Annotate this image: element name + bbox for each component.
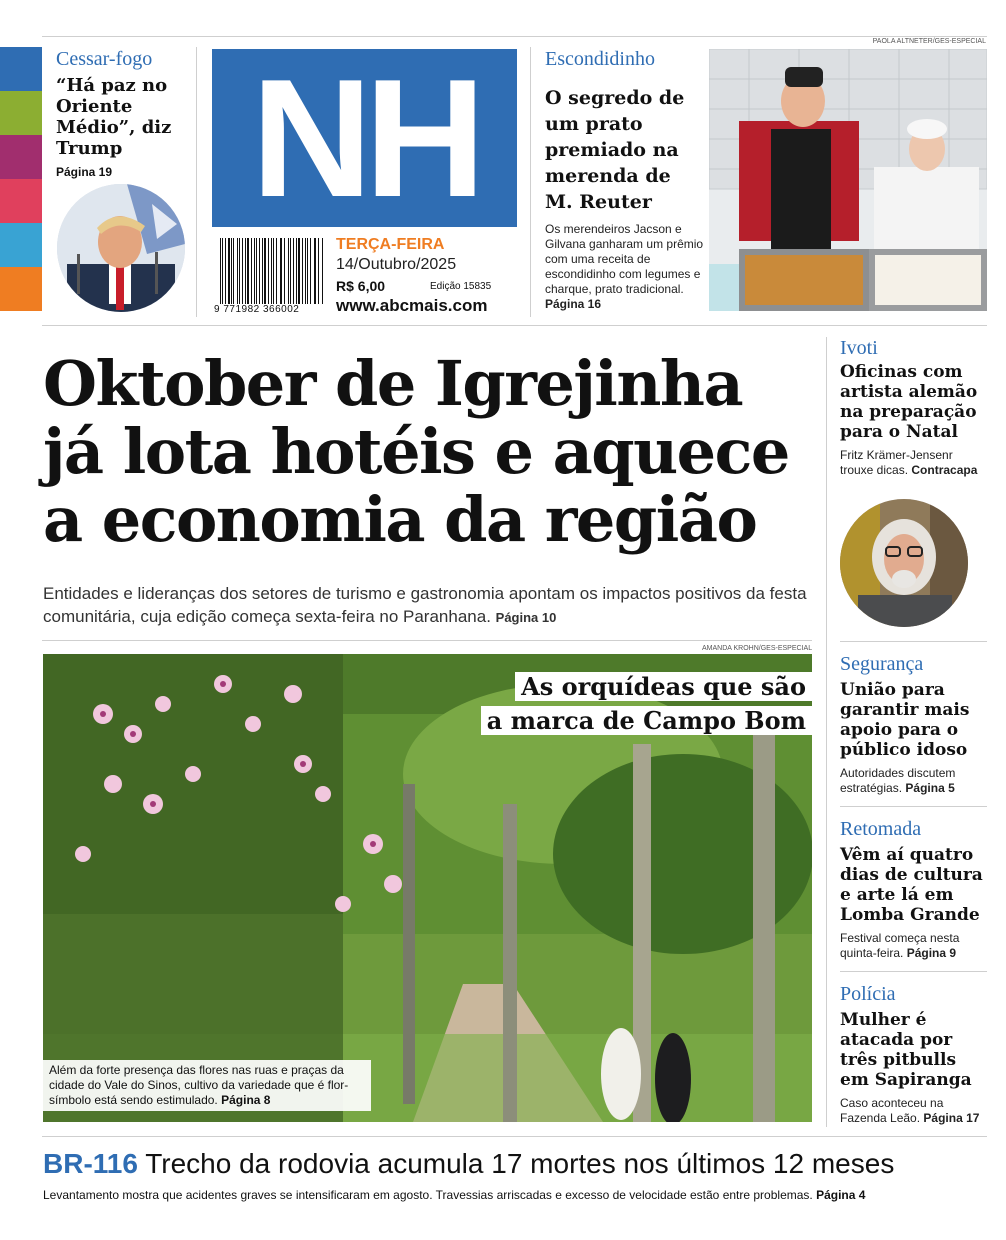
color-stripe-blue (0, 47, 42, 91)
barcode-bar (315, 238, 316, 304)
barcode-bar (251, 238, 252, 304)
photo-credit-orchid: AMANDA KROHN/GES-ESPECIAL (702, 645, 813, 652)
color-stripe-orange (0, 267, 42, 311)
sidebar-rule (840, 971, 987, 972)
sidebar-text (840, 766, 988, 796)
sidebar-kicker: Retomada (840, 818, 922, 840)
nh-logo[interactable]: NH (212, 49, 517, 227)
sidebar-kicker: Ivoti (840, 337, 878, 359)
barcode-bar (220, 238, 221, 304)
escondidinho-text (545, 222, 705, 312)
barcode-bar (298, 238, 299, 304)
barcode-bar (273, 238, 274, 304)
barcode-bar (222, 238, 223, 304)
barcode-number: 9 771982 366002 (214, 304, 300, 315)
cessar-fogo-headline[interactable]: “Há paz no Oriente Médio”, diz Trump (56, 75, 172, 159)
cooks-illustration (709, 49, 987, 311)
barcode-bar (284, 238, 285, 304)
barcode-bar (271, 238, 272, 304)
barcode-bar (233, 238, 234, 304)
barcode-bar (245, 238, 246, 304)
weekday: TERÇA-FEIRA (336, 236, 445, 253)
br116-label: BR-116 (43, 1148, 138, 1179)
sidebar-item-ivoti[interactable] (840, 337, 988, 478)
cooks-photo[interactable] (709, 49, 987, 311)
edition: Edição 15835 (430, 281, 492, 292)
br116-text (43, 1188, 993, 1202)
barcode-bar (288, 238, 290, 304)
orchid-title[interactable] (481, 670, 812, 738)
barcode-bar (259, 238, 260, 304)
main-subhead (43, 582, 818, 629)
barcode-bar (293, 238, 294, 304)
barcode-bar (256, 238, 257, 304)
escondidinho-kicker[interactable]: Escondidinho (545, 48, 655, 70)
barcode-bar (314, 238, 315, 304)
sidebar-item-retomada[interactable] (840, 818, 988, 961)
top-rule (42, 36, 987, 37)
barcode-bar (302, 238, 303, 304)
barcode-bar (237, 238, 238, 304)
main-story-page: Página 10 (495, 610, 557, 625)
sidebar-text-body: Caso aconteceu na Fazenda Leão. (840, 1096, 944, 1125)
sidebar-headline: União para garantir mais apoio para o público idoso (840, 680, 970, 760)
orchid-caption (43, 1060, 371, 1111)
main-headline-line-2: já lota hotéis e aquece (43, 415, 789, 488)
divider (196, 47, 197, 317)
color-stripe-purple (0, 135, 42, 179)
sidebar-divider (826, 337, 827, 1127)
barcode-bar (264, 238, 266, 304)
divider (530, 47, 531, 317)
artist-photo[interactable] (840, 499, 968, 627)
photo-rule (42, 640, 812, 641)
barcode-bar (228, 238, 230, 304)
sidebar-rule (840, 641, 987, 642)
bottom-rule (42, 1136, 987, 1137)
sidebar-page: Página 9 (906, 946, 957, 960)
orchid-title-line-2: a marca de Campo Bom (481, 706, 812, 735)
barcode-bar (280, 238, 281, 304)
barcode-bar (239, 238, 240, 304)
color-stripe-green (0, 91, 42, 135)
color-stripe-cyan (0, 223, 42, 267)
escondidinho-body: Os merendeiros Jacson e Gilvana ganharam um prêmio com uma receita de escondidinho com legumes e charque, prato tradicional. (545, 222, 704, 296)
sidebar-text-body: Festival começa nesta quinta-feira. (840, 931, 960, 960)
barcode-bar (262, 238, 263, 304)
barcode-bar (281, 238, 282, 304)
orchid-title-line-1: As orquídeas que são (515, 672, 812, 701)
barcode (220, 238, 324, 304)
orchid-caption-page: Página 8 (221, 1093, 271, 1107)
website-link[interactable]: www.abcmais.com (336, 296, 488, 315)
main-headline-line-1: Oktober de Igrejinha (43, 347, 743, 420)
barcode-bar (254, 238, 255, 304)
sidebar-rule (840, 806, 987, 807)
sidebar-kicker: Segurança (840, 653, 924, 675)
barcode-bar (231, 238, 232, 304)
section-rule (42, 325, 987, 326)
barcode-bar (322, 238, 323, 304)
barcode-bar (268, 238, 269, 304)
cessar-fogo-kicker[interactable]: Cessar-fogo (56, 48, 153, 70)
br116-page: Página 4 (816, 1188, 866, 1202)
trump-illustration (57, 184, 185, 312)
br116-headline-text: Trecho da rodovia acumula 17 mortes nos últimos 12 meses (145, 1148, 895, 1179)
orchid-caption-text: Além da forte presença das flores nas ruas e praças da cidade do Vale do Sinos, cultivo da variedade que é flor-símbolo está sendo estimulado. (49, 1063, 349, 1107)
barcode-bar (242, 238, 243, 304)
date: 14/Outubro/2025 (336, 256, 457, 273)
sidebar-text (840, 931, 988, 961)
cessar-fogo-page: Página 19 (56, 165, 113, 179)
main-headline-line-3: a economia da região (43, 483, 757, 556)
barcode-bar (225, 238, 226, 304)
main-subhead-text: Entidades e lideranças dos setores de turismo e gastronomia apontam os impactos positivos da festa comunitária, cuja edição começa sexta-feira no Paranhana. (43, 584, 807, 626)
br116-text-body: Levantamento mostra que acidentes graves se intensificaram em agosto. Travessias arriscadas e excesso de velocidade estão entre problemas. (43, 1188, 813, 1202)
photo-credit-top: PAOLA ALTNETER/GES-ESPECIAL (872, 38, 986, 45)
barcode-bar (318, 238, 319, 304)
escondidinho-page: Página 16 (545, 297, 602, 311)
color-stripe-pink (0, 179, 42, 223)
sidebar-page: Contracapa (911, 463, 978, 477)
sidebar-item-seguranca[interactable] (840, 653, 988, 796)
sidebar-headline: Vêm aí quatro dias de cultura e arte lá em Lomba Grande (840, 845, 983, 925)
sidebar-text-body: Fritz Krämer-Jensenr trouxe dicas. (840, 448, 953, 477)
sidebar-page: Página 17 (923, 1111, 980, 1125)
barcode-bar (276, 238, 277, 304)
br116-headline[interactable] (43, 1148, 993, 1180)
barcode-bar (305, 238, 306, 304)
sidebar-page: Página 5 (905, 781, 955, 795)
barcode-bar (307, 238, 309, 304)
main-headline[interactable] (43, 347, 823, 556)
barcode-bar (296, 238, 297, 304)
sidebar-text-body: Autoridades discutem estratégias. (840, 766, 956, 795)
barcode-bar (310, 238, 311, 304)
sidebar-item-policia[interactable] (840, 983, 988, 1126)
sidebar-text (840, 1096, 988, 1126)
sidebar-headline: Oficinas com artista alemão na preparação para o Natal (840, 362, 978, 442)
sidebar-headline: Mulher é atacada por três pitbulls em Sapiranga (840, 1010, 972, 1090)
trump-photo[interactable] (57, 184, 185, 312)
escondidinho-headline[interactable]: O segredo de um prato premiado na merenda de M. Reuter (545, 87, 685, 213)
artist-illustration (840, 499, 968, 627)
sidebar-text (840, 448, 988, 478)
barcode-bar (247, 238, 249, 304)
price: R$ 6,00 (336, 278, 386, 294)
barcode-bar (290, 238, 291, 304)
sidebar-kicker: Polícia (840, 983, 896, 1005)
